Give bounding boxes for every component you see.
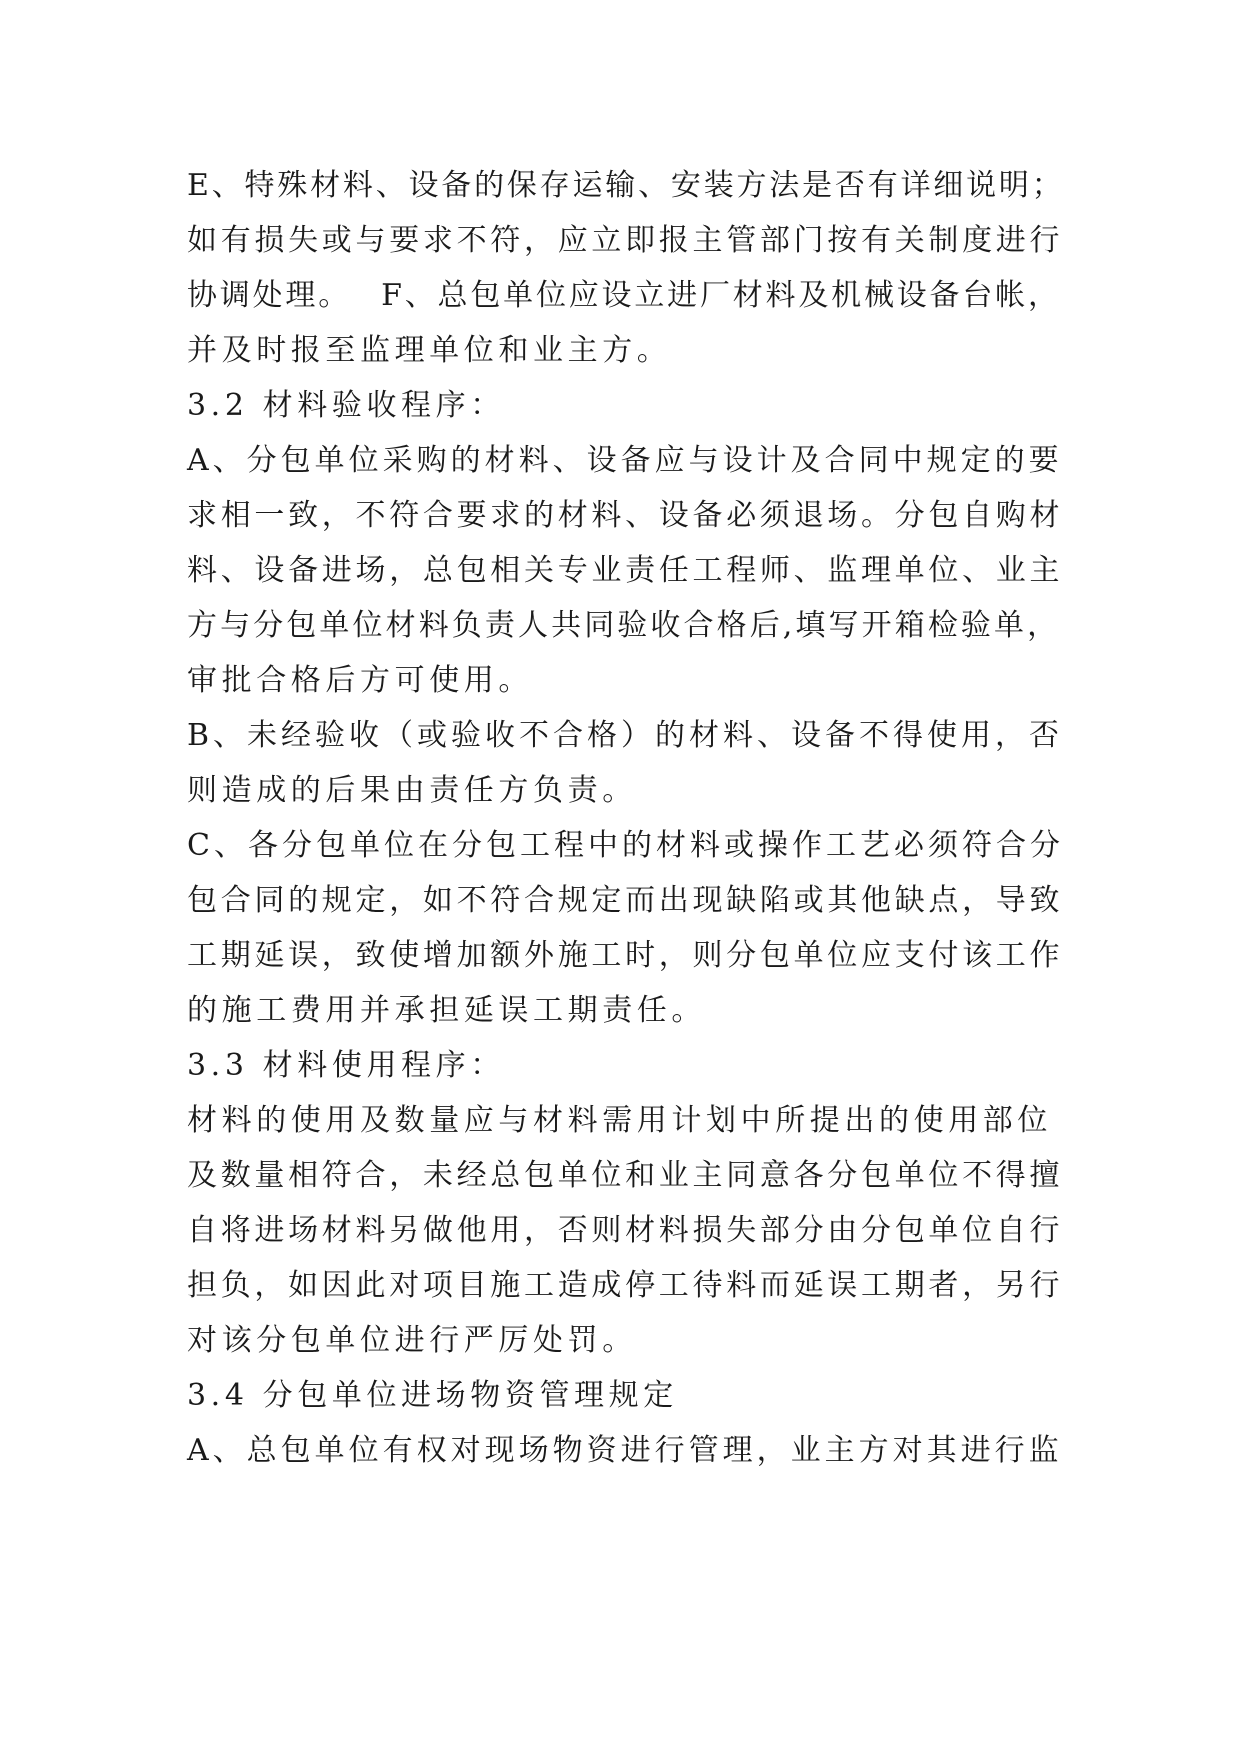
text-line: 求相一致，不符合要求的材料、设备必须退场。分包自购材	[187, 498, 1064, 533]
text-line: E、特殊材料、设备的保存运输、安装方法是否有详细说明；	[187, 168, 1065, 203]
text-line: 并及时报至监理单位和业主方。	[187, 333, 672, 368]
text-line: 包合同的规定，如不符合规定而出现缺陷或其他缺点，导致	[187, 883, 1064, 918]
text-line: 担负，如因此对项目施工造成停工待料而延误工期者，另行	[187, 1268, 1064, 1303]
text-line: A、总包单位有权对现场物资进行管理，业主方对其进行监	[187, 1433, 1063, 1468]
text-line: 工期延误，致使增加额外施工时，则分包单位应支付该工作	[187, 938, 1064, 973]
text-line: A、分包单位采购的材料、设备应与设计及合同中规定的要	[187, 443, 1063, 478]
text-line: 的施工费用并承担延误工期责任。	[187, 993, 706, 1028]
section-heading: 3.2 材料验收程序：	[187, 388, 505, 423]
text-line: 协调处理。 F、总包单位应设立进厂材料及机械设备台帐，	[187, 278, 1061, 313]
text-line: 审批合格后方可使用。	[187, 663, 533, 698]
text-line: 及数量相符合，未经总包单位和业主同意各分包单位不得擅	[187, 1158, 1064, 1193]
text-line: 如有损失或与要求不符，应立即报主管部门按有关制度进行	[187, 223, 1064, 258]
text-line: 方与分包单位材料负责人共同验收合格后,填写开箱检验单，	[187, 608, 1061, 643]
text-line: C、各分包单位在分包工程中的材料或操作工艺必须符合分	[187, 828, 1064, 863]
text-line: 对该分包单位进行严厉处罚。	[187, 1323, 637, 1358]
text-line: 料、设备进场，总包相关专业责任工程师、监理单位、业主	[187, 553, 1064, 588]
text-line: 则造成的后果由责任方负责。	[187, 773, 637, 808]
text-line: 材料的使用及数量应与材料需用计划中所提出的使用部位	[187, 1103, 1052, 1138]
section-heading: 3.3 材料使用程序：	[187, 1048, 505, 1083]
section-heading: 3.4 分包单位进场物资管理规定	[187, 1378, 678, 1413]
text-line: B、未经验收（或验收不合格）的材料、设备不得使用，否	[187, 718, 1064, 753]
text-line: 自将进场材料另做他用，否则材料损失部分由分包单位自行	[187, 1213, 1064, 1248]
